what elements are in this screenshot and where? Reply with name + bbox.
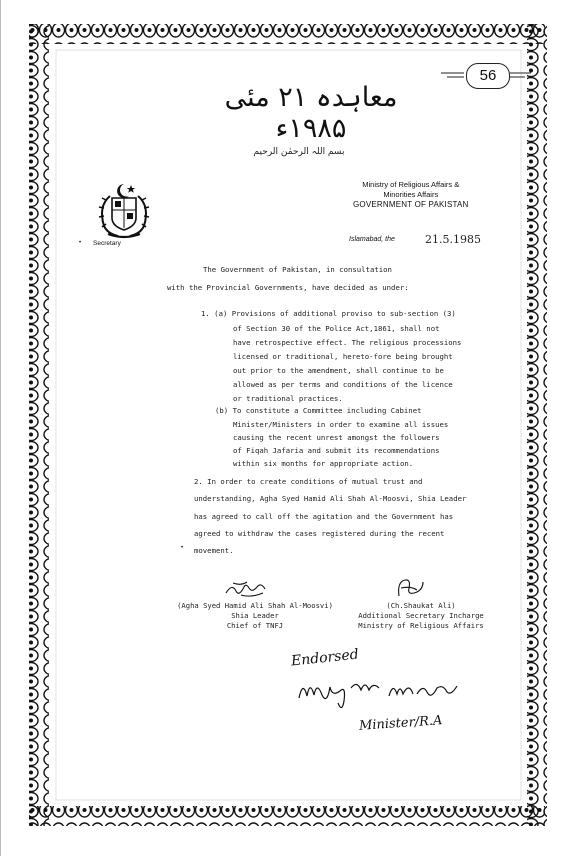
item-1a-line: or traditional practices. — [233, 394, 343, 403]
minister-signature — [295, 668, 475, 714]
ministry-line-1: Ministry of Religious Affairs & — [362, 180, 460, 189]
left-signatory-name: (Agha Syed Hamid Ali Shah Al-Moosvi) — [177, 601, 333, 610]
endorsement-minister: Minister/R.A — [358, 713, 443, 734]
right-signatory-title-2: Ministry of Religious Affairs — [358, 621, 484, 630]
item-1a-line: of Section 30 of the Police Act,1861, shall not — [233, 324, 440, 333]
item-1a-line: have retrospective effect. The religious processions — [233, 338, 462, 347]
item-1b-line: within six months for appropriate action. — [233, 459, 414, 468]
endorsement-note: Endorsed — [290, 646, 360, 670]
item-1b-line: causing the recent unrest amongst the followers — [233, 433, 440, 442]
state-emblem — [94, 178, 154, 240]
handwritten-date: 21.5.1985 — [425, 233, 481, 246]
item-1a-line: allowed as per terms and conditions of the licence — [233, 380, 453, 389]
item-2-line: 2. In order to create conditions of mutual trust and — [194, 477, 423, 486]
margin-dot: • — [181, 545, 184, 551]
ministry-heading — [353, 180, 469, 210]
item-1a-line: licensed or traditional, hereto-fore being brought — [233, 352, 453, 361]
urdu-title: معاہدہ ۲۱ مئی ۱۹۸۵ء — [224, 82, 398, 144]
secretary-label: Secretary — [93, 240, 121, 247]
place-of-issue: Islamabad, the — [349, 236, 395, 243]
intro-line-1: The Government of Pakistan, in consultation — [203, 265, 392, 274]
item-1a-line: 1. (a) Provisions of additional proviso to sub-section (3) — [201, 309, 456, 318]
item-1b-line: of Fiqah Jafaria and submit its recommendations — [233, 446, 440, 455]
ministry-line-2: Minorities Affairs — [383, 190, 439, 199]
intro-line-2: with the Provincial Governments, have decided as under: — [167, 283, 409, 292]
left-signatory-title-2: Chief of TNFJ — [226, 621, 284, 630]
left-signatory-title-1: Shia Leader — [231, 611, 279, 620]
item-1b-line: (b) To constitute a Committee including Cabinet — [215, 406, 422, 415]
government-line: GOVERNMENT OF PAKISTAN — [353, 200, 469, 209]
item-2-line: movement. — [194, 546, 234, 555]
right-signatory — [351, 601, 491, 631]
item-2-line: agreed to withdraw the cases registered during the recent — [194, 529, 445, 538]
right-signature — [393, 574, 427, 602]
item-2-line: understanding, Agha Syed Hamid Ali Shah Al-Moosvi, Shia Leader — [194, 494, 467, 503]
item-1a-line: out prior to the amendment, shall continue to be — [233, 366, 444, 375]
right-signatory-title-1: Additional Secretary Incharge — [358, 611, 484, 620]
right-signatory-name: (Ch.Shaukat Ali) — [386, 601, 456, 610]
secretary-bullet: • — [79, 240, 82, 246]
bismillah-line: بسم اللہ الرحمٰن الرحیم — [253, 147, 345, 157]
item-1b-line: Minister/Ministers in order to examine all issues — [233, 420, 449, 429]
item-2-line: has agreed to call off the agitation and the Government has — [194, 512, 454, 521]
page-number: 56 — [466, 63, 510, 89]
left-signatory — [169, 601, 341, 631]
left-signature — [223, 578, 273, 600]
